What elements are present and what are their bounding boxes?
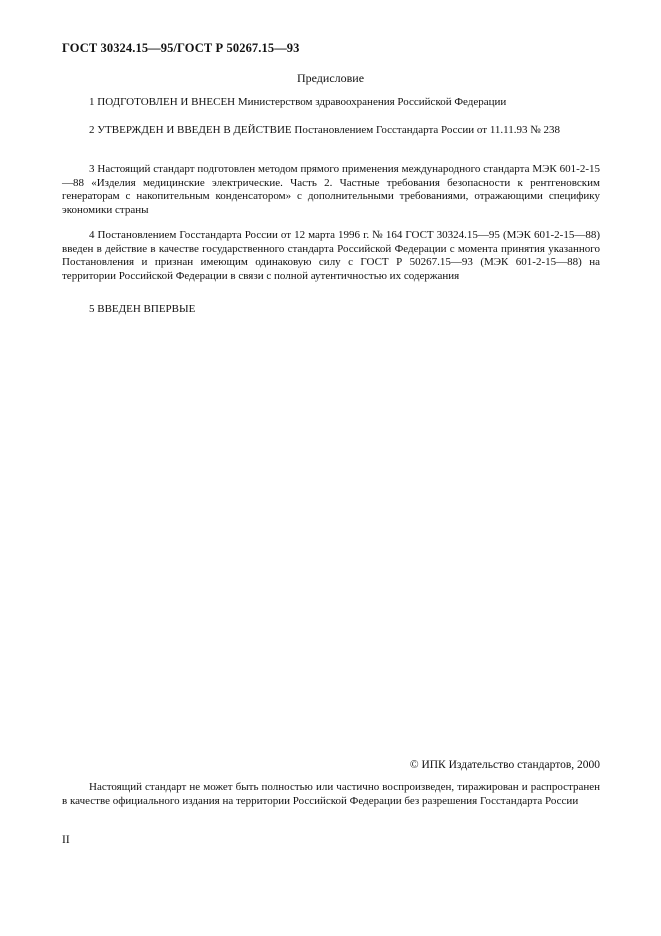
reproduction-notice: Настоящий стандарт не может быть полностью или частично воспроизведен, тиражирован и распространен в качестве официального издания на территории Российской Федерации без разрешения Госстандарта России (62, 781, 600, 807)
preface-paragraph-3: 3 Настоящий стандарт подготовлен методом прямого применения международного стандарта МЭК 601-2-15—88 «Изделия медицинские электрические. Часть 2. Частные требования безопасности к рентгеновским генераторам с накопительным конденсатором» с дополнительными требованиями, отражающими специфику экономики страны (62, 163, 600, 216)
page-number: II (62, 834, 70, 846)
preface-paragraph-2: 2 УТВЕРЖДЕН И ВВЕДЕН В ДЕЙСТВИЕ Постановлением Госстандарта России от 11.11.93 № 238 (89, 124, 561, 136)
preface-title: Предисловие (296, 71, 365, 85)
preface-paragraph-4: 4 Постановлением Госстандарта России от 12 марта 1996 г. № 164 ГОСТ 30324.15—95 (МЭК 601-2-15—88) введен в действие в качестве государственного стандарта Российской Федерации с момента принятия указанного Постановления и признан имеющим одинаковую силу с ГОСТ Р 50267.15—93 (МЭК 601-2-15—88) на территории Российской Федерации в связи с полной аутентичностью их содержания (62, 229, 600, 282)
preface-paragraph-5: 5 ВВЕДЕН ВПЕРВЫЕ (89, 303, 196, 315)
preface-paragraph-1: 1 ПОДГОТОВЛЕН И ВНЕСЕН Министерством здравоохранения Российской Федерации (89, 96, 507, 108)
copyright-line: © ИПК Издательство стандартов, 2000 (409, 759, 600, 771)
document-code-header: ГОСТ 30324.15—95/ГОСТ Р 50267.15—93 (62, 41, 300, 55)
